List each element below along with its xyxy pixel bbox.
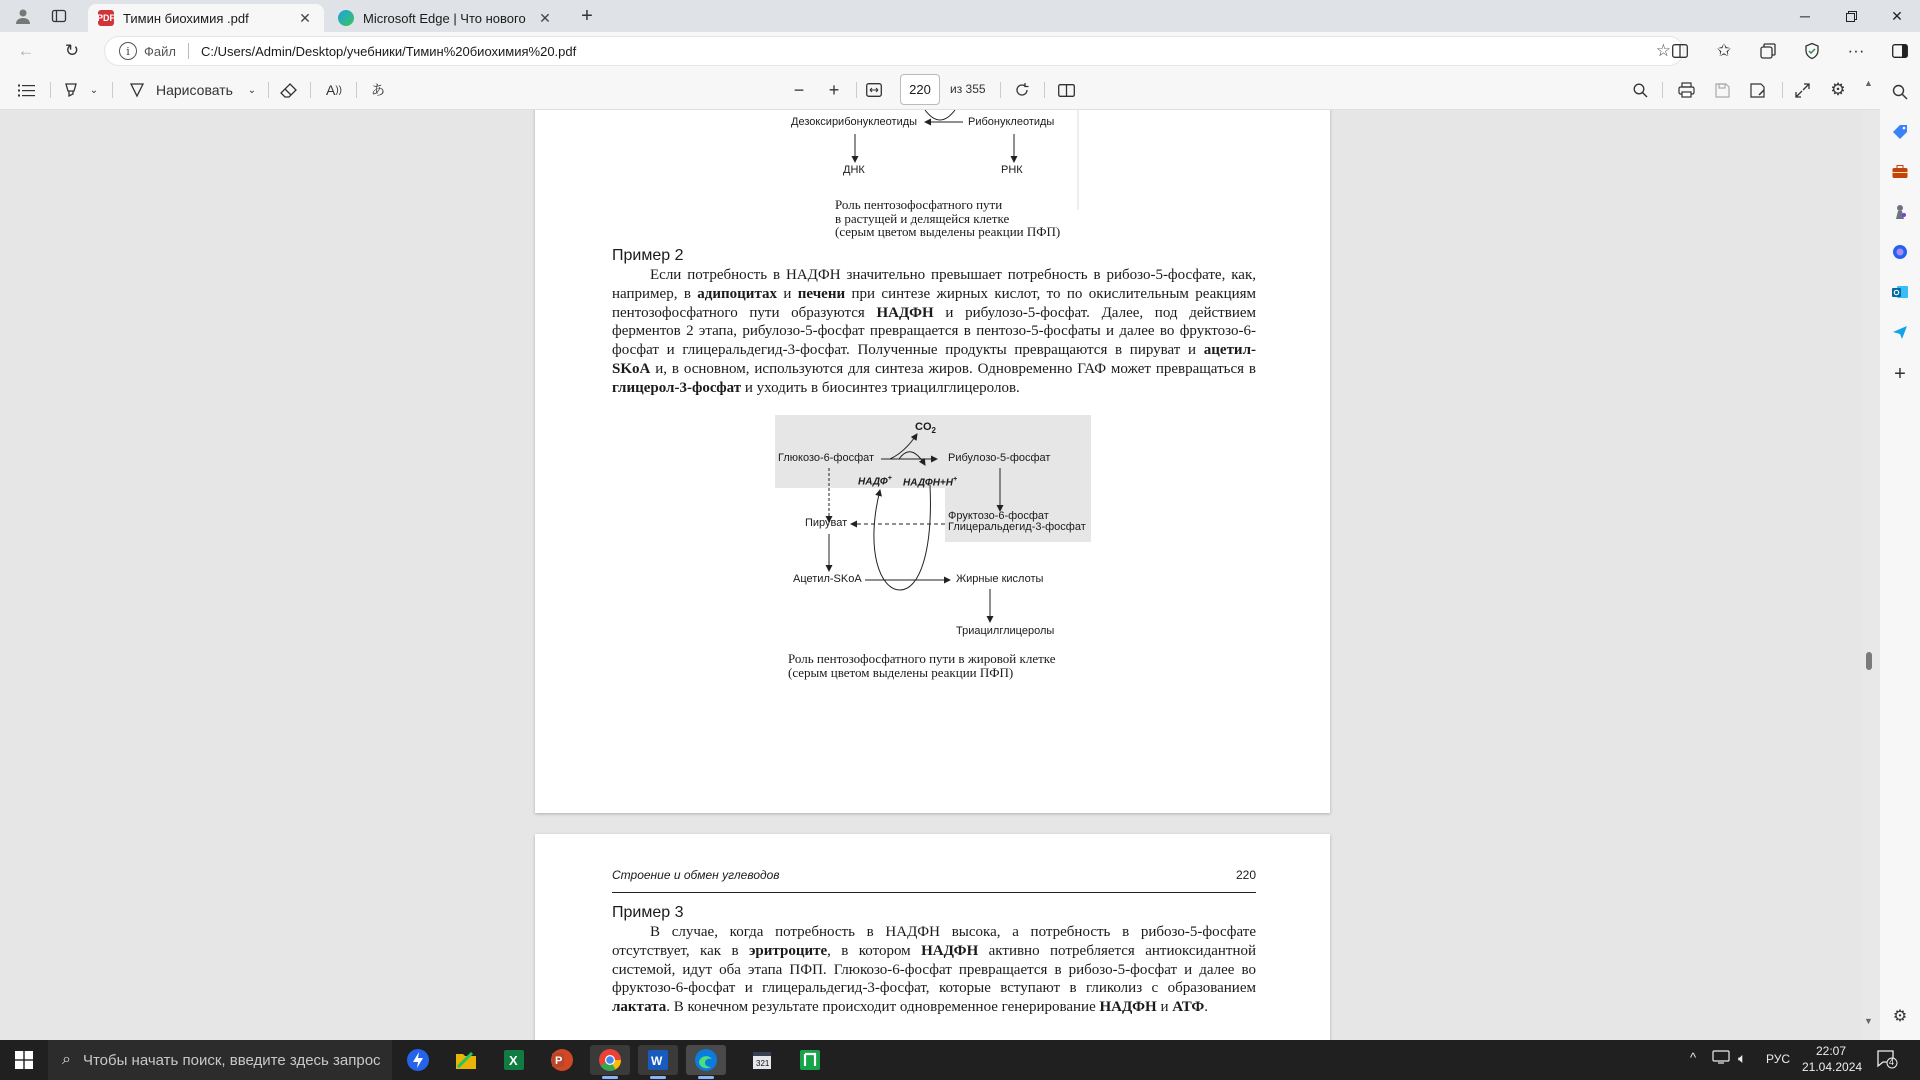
divider bbox=[1782, 82, 1783, 98]
edge-taskbar-icon[interactable] bbox=[686, 1045, 726, 1075]
diagram-label-deoxyribonucleotides: Дезоксирибонуклеотиды bbox=[791, 116, 918, 128]
pdf-viewer[interactable] bbox=[0, 110, 1861, 1040]
caption-line: в растущей и делящейся клетке bbox=[835, 210, 1010, 226]
label-text: НАДФН+Н bbox=[903, 477, 953, 489]
close-tab-icon[interactable]: ✕ bbox=[299, 9, 311, 26]
tools-briefcase-icon[interactable] bbox=[1888, 160, 1912, 184]
clock-date: 21.04.2024 bbox=[1802, 1060, 1863, 1074]
text-run: . В конечном результате происходит одновременное генерирование bbox=[666, 999, 1100, 1016]
text-run: . bbox=[1204, 999, 1209, 1016]
page-number: 220 bbox=[1235, 868, 1256, 882]
windows-taskbar bbox=[0, 1040, 1920, 1080]
bold-term: ацетил-SKoA bbox=[612, 342, 1256, 377]
zoom-out-icon[interactable]: − bbox=[793, 79, 805, 100]
workspaces-icon[interactable] bbox=[42, 4, 76, 28]
outlook-icon[interactable] bbox=[1888, 280, 1912, 304]
scroll-down-arrow-icon[interactable]: ▼ bbox=[1864, 1016, 1873, 1026]
divider bbox=[856, 82, 857, 98]
diagram-label-ribonucleotides: Рибонуклеотиды bbox=[968, 116, 1055, 128]
example-2-heading: Пример 2 bbox=[612, 247, 684, 264]
divider bbox=[188, 43, 189, 59]
show-hidden-icons-chevron-icon[interactable]: ^ bbox=[1690, 1050, 1697, 1065]
notifications-icon[interactable] bbox=[1876, 1048, 1898, 1073]
favorite-star-icon[interactable]: ☆ bbox=[1655, 41, 1671, 60]
caption-line: (серым цветом выделены реакции ПФП) bbox=[835, 224, 1061, 239]
diagram-label-rna: РНК bbox=[1001, 164, 1023, 176]
text-run: активно потребляется антиоксидантной системой, идут оба этапа ПФП. Глюкозо-6-фосфат превращается в рибозо-5-фосфат и далее во фруктозо-6-фосфат и глицеральдегид-3-фосфат, которые вступают в гликолиз с образованием bbox=[612, 942, 1257, 997]
taskbar-search-box[interactable] bbox=[48, 1040, 392, 1080]
close-tab-icon[interactable]: ✕ bbox=[539, 9, 551, 26]
scroll-up-arrow-icon[interactable]: ▲ bbox=[1864, 78, 1873, 88]
running-indicator bbox=[650, 1076, 666, 1079]
diagram-label-triacylglycerols: Триацилглицеролы bbox=[956, 625, 1055, 637]
edge-sidebar bbox=[1880, 70, 1920, 1040]
volume-icon[interactable]: 🔈︎ bbox=[1738, 1050, 1747, 1066]
project-app-icon[interactable] bbox=[790, 1045, 830, 1075]
label-text: НАДФ bbox=[858, 476, 888, 488]
read-aloud-icon[interactable]: A )) bbox=[325, 82, 342, 98]
text-run: при синтезе жирных кислот, то по окислительным реакциям пентозофосфатного пути образуются bbox=[612, 285, 1257, 321]
add-sidebar-app-icon[interactable]: + bbox=[1894, 362, 1906, 385]
address-bar bbox=[0, 32, 1920, 70]
caption-line: Роль пентозофосфатного пути bbox=[835, 197, 1003, 212]
tab-strip bbox=[0, 0, 1920, 32]
chrome-icon[interactable] bbox=[590, 1045, 630, 1075]
highlight-icon[interactable] bbox=[60, 78, 82, 102]
bold-term: эритроците bbox=[748, 942, 828, 959]
shopping-tag-icon[interactable] bbox=[1888, 120, 1912, 144]
text-run: и уходить в биосинтез триацилглицеролов. bbox=[741, 379, 1020, 396]
superscript: + bbox=[953, 476, 958, 483]
diagram-label-acetyl-scoa: Ацетил-SKoA bbox=[793, 573, 862, 585]
chevron-down-icon[interactable]: ⌄ bbox=[247, 84, 257, 96]
page-total: из 355 bbox=[950, 82, 986, 96]
pdf-page bbox=[535, 834, 1330, 1040]
diagram-label-glucose-6-phosphate: Глюкозо-6-фосфат bbox=[778, 452, 875, 464]
refresh-button[interactable]: ↻ bbox=[64, 41, 80, 60]
back-button[interactable]: ← bbox=[17, 41, 35, 60]
text-run: и bbox=[777, 285, 798, 302]
divider bbox=[1044, 82, 1045, 98]
ppp-diagram-arrows bbox=[535, 110, 1330, 813]
url-text: C:/Users/Admin/Desktop/учебники/Тимин%20биохимия%20.pdf bbox=[200, 43, 577, 59]
text-run: и рибулозо-5-фосфат. Далее, под действием ферментов 2 этапа, рибулозо-5-фосфат превращается в пентозо-5-фосфаты и далее во фруктозо-6-фосфат и глицеральдегид-3-фосфат. Полученные продукты превращаются в пируват и bbox=[612, 304, 1256, 359]
running-indicator bbox=[602, 1076, 618, 1079]
divider bbox=[1662, 82, 1663, 98]
save-as-icon[interactable] bbox=[1746, 78, 1770, 102]
svg-text:X: X bbox=[509, 1053, 518, 1068]
diagram-label-glyceraldehyde-3-phosphate: Глицеральдегид-3-фосфат bbox=[948, 521, 1086, 533]
url-field[interactable] bbox=[104, 36, 1684, 66]
header-rule bbox=[612, 892, 1256, 893]
diagram-label-nadph bbox=[903, 476, 957, 488]
divider bbox=[112, 82, 113, 98]
svg-text:P: P bbox=[555, 1055, 563, 1067]
new-tab-button[interactable]: + bbox=[581, 4, 593, 27]
bold-term: адипоцитах bbox=[697, 285, 777, 302]
word-icon[interactable] bbox=[638, 1045, 678, 1075]
bold-term: НАДФН bbox=[921, 942, 979, 959]
tab-title: Microsoft Edge | Что нового bbox=[363, 10, 526, 26]
page-number-input[interactable]: 220 bbox=[900, 74, 940, 105]
powerpoint-icon[interactable] bbox=[542, 1045, 582, 1075]
bold-term: печени bbox=[797, 285, 846, 302]
settings-gear-icon[interactable]: ⚙ bbox=[1830, 80, 1846, 99]
search-icon[interactable] bbox=[1888, 80, 1912, 104]
label-text: CO bbox=[915, 421, 932, 433]
profile-icon[interactable] bbox=[6, 4, 40, 28]
more-menu-icon[interactable]: ··· bbox=[1847, 41, 1865, 60]
fit-page-icon[interactable] bbox=[862, 78, 886, 102]
eraser-icon[interactable] bbox=[276, 78, 300, 102]
diagram-label-pyruvate: Пируват bbox=[805, 517, 848, 529]
pdf-page bbox=[535, 110, 1330, 813]
diagram-label-nadp bbox=[858, 475, 892, 487]
zoom-in-icon[interactable]: + bbox=[828, 79, 840, 100]
text-run: , в котором bbox=[827, 942, 922, 959]
search-icon[interactable] bbox=[1628, 78, 1652, 102]
caption-line: (серым цветом выделены реакции ПФП) bbox=[788, 664, 1014, 680]
restore-button[interactable] bbox=[1828, 0, 1874, 32]
file-explorer-icon[interactable] bbox=[446, 1045, 486, 1075]
pdf-toolbar bbox=[0, 70, 1880, 110]
send-icon[interactable] bbox=[1888, 320, 1912, 344]
running-header: Строение и обмен углеводов bbox=[612, 868, 780, 882]
clock[interactable] bbox=[1802, 1043, 1863, 1075]
save-icon[interactable] bbox=[1710, 78, 1734, 102]
text-run: Если потребность в НАДФН значительно превышает потребность в рибозо-5-фосфате, как, например, в bbox=[612, 267, 1256, 302]
windows-start-icon[interactable] bbox=[4, 1045, 44, 1075]
draw-icon[interactable] bbox=[126, 78, 148, 102]
diagram-label-co2 bbox=[915, 421, 936, 435]
tab-title: Тимин биохимия .pdf bbox=[123, 10, 249, 26]
split-screen-icon[interactable] bbox=[1664, 35, 1696, 67]
running-indicator bbox=[698, 1076, 714, 1079]
favorites-icon[interactable]: ✩ bbox=[1716, 41, 1732, 60]
caption-line: Роль пентозофосфатного пути в жировой клетке bbox=[788, 651, 1056, 666]
diagram-label-fructose-6-phosphate: Фруктозо-6-фосфат bbox=[948, 510, 1049, 522]
excel-icon[interactable] bbox=[494, 1045, 534, 1075]
divider bbox=[356, 82, 357, 98]
url-scheme: Файл bbox=[144, 43, 176, 59]
clock-time: 22:07 bbox=[1815, 1044, 1847, 1058]
collections-icon[interactable] bbox=[1752, 35, 1784, 67]
bold-term: НАДФН bbox=[876, 304, 934, 321]
text-run: и, в основном, используются для синтеза жиров. Одновременно ГАФ может превращаться в bbox=[650, 360, 1256, 377]
tab-pdf[interactable] bbox=[88, 4, 324, 32]
superscript: + bbox=[887, 475, 892, 482]
pdf-icon: PDF bbox=[98, 10, 114, 26]
divider bbox=[268, 82, 269, 98]
minimize-button[interactable]: ─ bbox=[1800, 8, 1810, 24]
bold-term: НАДФН bbox=[1099, 999, 1157, 1016]
close-window-button[interactable]: ✕ bbox=[1891, 7, 1903, 24]
diagram-label-dna: ДНК bbox=[843, 164, 865, 176]
divider bbox=[1000, 82, 1001, 98]
diagram-label-ribulose-5-phosphate: Рибулозо-5-фосфат bbox=[948, 452, 1051, 464]
calculator-clapper-icon[interactable] bbox=[742, 1045, 782, 1075]
edge-icon bbox=[338, 10, 354, 26]
page-view-icon[interactable] bbox=[1054, 78, 1078, 102]
info-icon[interactable]: i bbox=[119, 42, 137, 60]
divider bbox=[50, 82, 51, 98]
language-indicator[interactable]: РУС bbox=[1766, 1052, 1791, 1066]
search-icon: ⌕ bbox=[62, 1051, 71, 1068]
bold-term: глицерол-3-фосфат bbox=[612, 379, 742, 396]
fullscreen-icon[interactable] bbox=[1790, 78, 1814, 102]
microsoft-365-icon[interactable] bbox=[1888, 240, 1912, 264]
example-3-paragraph bbox=[612, 923, 1256, 1017]
browser-essentials-icon[interactable] bbox=[1796, 35, 1828, 67]
svg-text:321: 321 bbox=[756, 1059, 770, 1068]
contents-icon[interactable] bbox=[14, 78, 38, 102]
translate-icon[interactable]: あ bbox=[371, 82, 385, 98]
print-icon[interactable] bbox=[1674, 78, 1698, 102]
svg-text:W: W bbox=[651, 1054, 663, 1068]
sidebar-settings-gear-icon[interactable]: ⚙ bbox=[1892, 1008, 1908, 1025]
divider bbox=[310, 82, 311, 98]
bold-term: лактата bbox=[612, 999, 667, 1016]
vertical-scrollbar[interactable] bbox=[1861, 78, 1876, 1040]
text-run: В случае, когда потребность в НАДФН высока, а потребность в рибозо-5-фосфате отсутствует, как в bbox=[612, 924, 1256, 959]
games-icon[interactable] bbox=[1888, 200, 1912, 224]
network-icon[interactable] bbox=[1712, 1050, 1730, 1067]
sidebar-toggle-icon[interactable] bbox=[1884, 35, 1916, 67]
example-3-heading: Пример 3 bbox=[612, 904, 684, 921]
search-placeholder: Чтобы начать поиск, введите здесь запрос bbox=[82, 1051, 381, 1069]
diagram-label-fatty-acids: Жирные кислоты bbox=[956, 573, 1044, 585]
figure-caption-fat-cell bbox=[788, 652, 1056, 679]
notification-count: 4 bbox=[1889, 1057, 1895, 1067]
draw-label[interactable]: Нарисовать bbox=[156, 82, 233, 98]
subscript: 2 bbox=[931, 426, 936, 436]
chevron-down-icon[interactable]: ⌄ bbox=[89, 84, 99, 96]
tab-edge-whats-new[interactable] bbox=[328, 4, 564, 32]
bold-term: АТФ bbox=[1172, 999, 1205, 1016]
text-run: и bbox=[1156, 999, 1173, 1016]
power-automate-icon[interactable] bbox=[398, 1045, 438, 1075]
rotate-icon[interactable] bbox=[1010, 78, 1034, 102]
scrollbar-thumb[interactable] bbox=[1866, 652, 1872, 670]
